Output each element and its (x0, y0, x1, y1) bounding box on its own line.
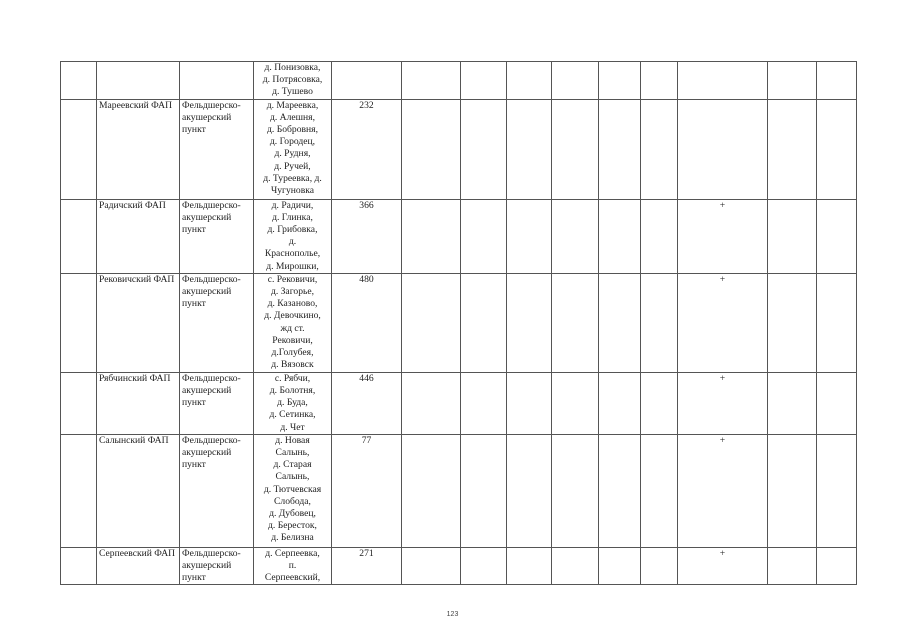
facility-name-cell (97, 62, 180, 100)
empty-cell (402, 199, 461, 273)
empty-cell (817, 62, 857, 100)
population-cell: 232 (332, 99, 402, 199)
row-number-cell (61, 273, 97, 372)
mark-cell (678, 99, 768, 199)
facility-name-cell: Рековичский ФАП (97, 273, 180, 372)
population-cell: 480 (332, 273, 402, 372)
empty-cell (461, 62, 507, 100)
facility-name-cell: Рябчинский ФАП (97, 372, 180, 434)
empty-cell (768, 273, 817, 372)
facility-type-cell: Фельдшерско-акушерский пункт (180, 99, 254, 199)
table-row (61, 434, 857, 547)
empty-cell (817, 434, 857, 547)
villages-cell: д. Мареевка, д. Алешня, д. Бобровня, д. Городец, д. Рудня, д. Ручей, д. Туреевка, д. Чугуновка (254, 99, 332, 199)
empty-cell (817, 372, 857, 434)
empty-cell (552, 372, 599, 434)
empty-cell (461, 199, 507, 273)
empty-cell (461, 547, 507, 585)
facility-type-cell: Фельдшерско-акушерский пункт (180, 372, 254, 434)
row-number-cell (61, 99, 97, 199)
empty-cell (817, 547, 857, 585)
page-number: 123 (446, 611, 459, 618)
empty-cell (817, 99, 857, 199)
table-row (61, 199, 857, 273)
empty-cell (768, 199, 817, 273)
table-row (61, 273, 857, 372)
empty-cell (599, 199, 641, 273)
empty-cell (552, 434, 599, 547)
row-number-cell (61, 62, 97, 100)
facility-type-cell (180, 62, 254, 100)
empty-cell (402, 434, 461, 547)
empty-cell (552, 199, 599, 273)
facility-type-cell: Фельдшерско-акушерский пункт (180, 199, 254, 273)
empty-cell (402, 273, 461, 372)
empty-cell (768, 62, 817, 100)
row-number-cell (61, 547, 97, 585)
empty-cell (599, 547, 641, 585)
villages-cell: д. Серпеевка, п. Серпеевский, (254, 547, 332, 585)
empty-cell (402, 62, 461, 100)
mark-cell: + (678, 199, 768, 273)
empty-cell (507, 434, 552, 547)
empty-cell (768, 372, 817, 434)
facility-type-cell: Фельдшерско-акушерский пункт (180, 273, 254, 372)
empty-cell (507, 199, 552, 273)
empty-cell (641, 273, 678, 372)
villages-cell: с. Рековичи, д. Загорье, д. Казаново, д. Девочкино, жд ст. Рековичи, д.Голубея, д. Вязовск (254, 273, 332, 372)
empty-cell (402, 99, 461, 199)
empty-cell (599, 273, 641, 372)
empty-cell (641, 434, 678, 547)
empty-cell (461, 273, 507, 372)
villages-cell: д. Понизовка, д. Потрясовка, д. Тушево (254, 62, 332, 100)
empty-cell (402, 547, 461, 585)
villages-cell: д. Новая Салынь, д. Старая Салынь, д. Тютчевская Слобода, д. Дубовец, д. Бересток, д. Белизна (254, 434, 332, 547)
table-row (61, 99, 857, 199)
facility-name-cell: Серпеевский ФАП (97, 547, 180, 585)
population-cell: 366 (332, 199, 402, 273)
empty-cell (599, 99, 641, 199)
empty-cell (599, 372, 641, 434)
table-row (61, 372, 857, 434)
empty-cell (552, 62, 599, 100)
table-row (61, 547, 857, 585)
empty-cell (402, 372, 461, 434)
facility-name-cell: Радичский ФАП (97, 199, 180, 273)
row-number-cell (61, 434, 97, 547)
empty-cell (768, 99, 817, 199)
facility-name-cell: Салынский ФАП (97, 434, 180, 547)
empty-cell (768, 434, 817, 547)
mark-cell: + (678, 547, 768, 585)
mark-cell (678, 62, 768, 100)
row-number-cell (61, 199, 97, 273)
empty-cell (599, 434, 641, 547)
population-cell: 271 (332, 547, 402, 585)
empty-cell (552, 547, 599, 585)
empty-cell (641, 99, 678, 199)
empty-cell (641, 62, 678, 100)
empty-cell (461, 434, 507, 547)
empty-cell (507, 273, 552, 372)
empty-cell (461, 99, 507, 199)
population-cell: 77 (332, 434, 402, 547)
row-number-cell (61, 372, 97, 434)
empty-cell (507, 62, 552, 100)
empty-cell (507, 372, 552, 434)
facility-name-cell: Мареевский ФАП (97, 99, 180, 199)
empty-cell (552, 273, 599, 372)
mark-cell: + (678, 372, 768, 434)
mark-cell: + (678, 434, 768, 547)
empty-cell (461, 372, 507, 434)
empty-cell (768, 547, 817, 585)
facility-type-cell: Фельдшерско-акушерский пункт (180, 547, 254, 585)
empty-cell (507, 547, 552, 585)
empty-cell (817, 199, 857, 273)
empty-cell (641, 372, 678, 434)
empty-cell (641, 547, 678, 585)
empty-cell (507, 99, 552, 199)
villages-cell: с. Рябчи, д. Болотня, д. Буда, д. Сетинка, д. Чет (254, 372, 332, 434)
empty-cell (641, 199, 678, 273)
facilities-table (60, 61, 857, 585)
villages-cell: д. Радичи, д. Глинка, д. Грибовка, д. Краснополье, д. Мирошки, (254, 199, 332, 273)
empty-cell (599, 62, 641, 100)
population-cell (332, 62, 402, 100)
mark-cell: + (678, 273, 768, 372)
facility-type-cell: Фельдшерско-акушерский пункт (180, 434, 254, 547)
table-row (61, 62, 857, 100)
empty-cell (552, 99, 599, 199)
empty-cell (817, 273, 857, 372)
population-cell: 446 (332, 372, 402, 434)
